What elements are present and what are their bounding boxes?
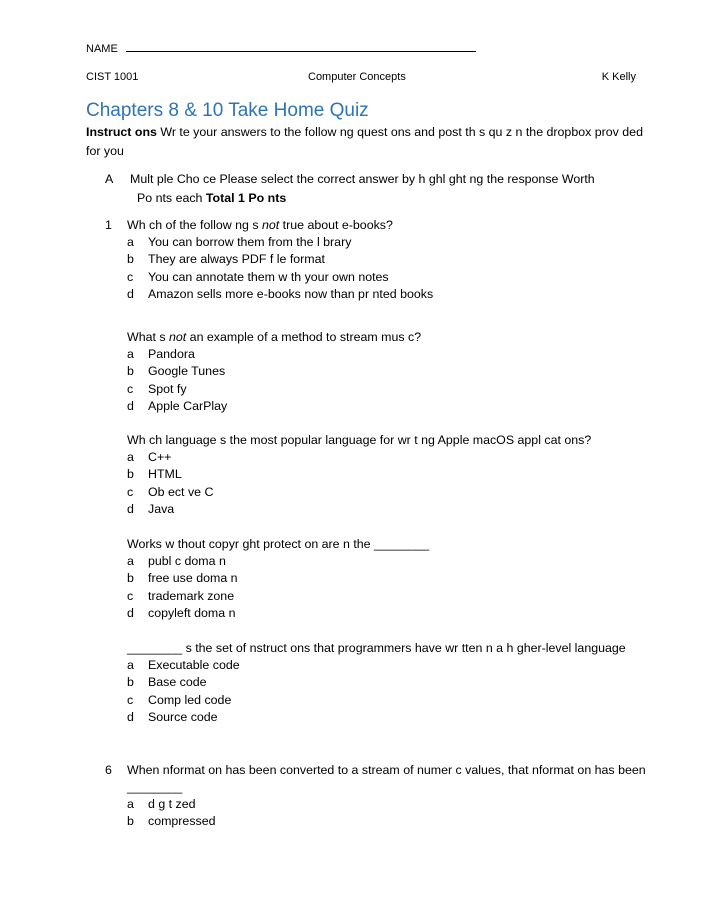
answer-option[interactable]: a C++ bbox=[127, 450, 172, 464]
answer-option[interactable]: a d g t zed bbox=[127, 797, 196, 811]
question-text: Wh ch of the follow ng s not true about e-books? bbox=[127, 218, 393, 232]
answer-option[interactable]: b Base code bbox=[127, 675, 207, 690]
answer-option[interactable]: b HTML bbox=[127, 467, 182, 482]
answer-option[interactable]: b Google Tunes bbox=[127, 364, 226, 379]
answer-option[interactable]: b They are always PDF f le format bbox=[127, 252, 325, 267]
answer-option[interactable]: d Apple CarPlay bbox=[127, 399, 228, 414]
answer-option[interactable]: c Spot fy bbox=[127, 381, 187, 396]
answer-option[interactable]: a Executable code bbox=[127, 658, 240, 672]
question-5 bbox=[105, 640, 650, 727]
question-number: 6 bbox=[105, 763, 112, 777]
answer-option[interactable]: b free use doma n bbox=[127, 571, 238, 586]
answer-option[interactable]: a publ c doma n bbox=[127, 554, 226, 568]
question-text: Wh ch language s the most popular language for wr t ng Apple macOS appl cat ons? bbox=[127, 433, 592, 447]
question-text: ________ s the set of nstruct ons that programmers have wr tten n a h gher-level language bbox=[127, 641, 626, 655]
instructions-text: Wr te your answers to the follow ng quest ons and post th s qu z n the dropbox prov ded for you bbox=[86, 125, 643, 158]
answer-option[interactable]: c Ob ect ve C bbox=[127, 484, 214, 499]
answer-option[interactable]: a Pandora bbox=[127, 347, 195, 361]
instructions-label: Instruct ons bbox=[86, 125, 157, 139]
answer-option[interactable]: b compressed bbox=[127, 814, 216, 829]
section-instructions-line1: Mult ple Cho ce Please select the correct answer by h ghl ght ng the response Worth bbox=[130, 172, 595, 186]
section-a bbox=[105, 170, 650, 208]
question-text: Works w thout copyr ght protect on are n the ________ bbox=[127, 537, 430, 551]
answer-option[interactable]: c trademark zone bbox=[127, 588, 235, 603]
page-title: Chapters 8 & 10 Take Home Quiz bbox=[86, 100, 369, 121]
answer-option[interactable]: c Comp led code bbox=[127, 692, 232, 707]
answer-option[interactable]: a You can borrow them from the l brary bbox=[127, 235, 352, 249]
answer-option[interactable]: d Source code bbox=[127, 710, 218, 725]
section-instructions-line2: Po nts each bbox=[137, 191, 206, 205]
question-4 bbox=[105, 536, 650, 623]
question-text: When nformat on has been converted to a stream of numer c values, that nformat on has been ________ bbox=[127, 763, 646, 794]
name-line bbox=[86, 41, 476, 55]
course-header bbox=[86, 71, 636, 87]
answer-option[interactable]: d Amazon sells more e-books now than pr nted books bbox=[127, 287, 434, 302]
course-subject: Computer Concepts bbox=[308, 71, 406, 83]
question-3 bbox=[105, 432, 650, 519]
question-6 bbox=[105, 762, 650, 831]
answer-option[interactable]: c You can annotate them w th your own notes bbox=[127, 269, 389, 284]
teacher-name: K Kelly bbox=[601, 71, 636, 83]
section-letter: A bbox=[105, 172, 114, 186]
answer-option[interactable]: d copyleft doma n bbox=[127, 606, 236, 621]
question-text: What s not an example of a method to stream mus c? bbox=[127, 330, 422, 344]
answer-option[interactable]: d Java bbox=[127, 502, 175, 517]
name-blank bbox=[126, 41, 476, 52]
name-label: NAME bbox=[86, 43, 118, 55]
question-number: 1 bbox=[105, 218, 112, 232]
instructions bbox=[86, 123, 646, 161]
question-1 bbox=[105, 217, 650, 304]
section-total: Total 1 Po nts bbox=[205, 191, 287, 205]
question-2 bbox=[105, 329, 650, 416]
course-code: CIST 1001 bbox=[86, 71, 139, 83]
